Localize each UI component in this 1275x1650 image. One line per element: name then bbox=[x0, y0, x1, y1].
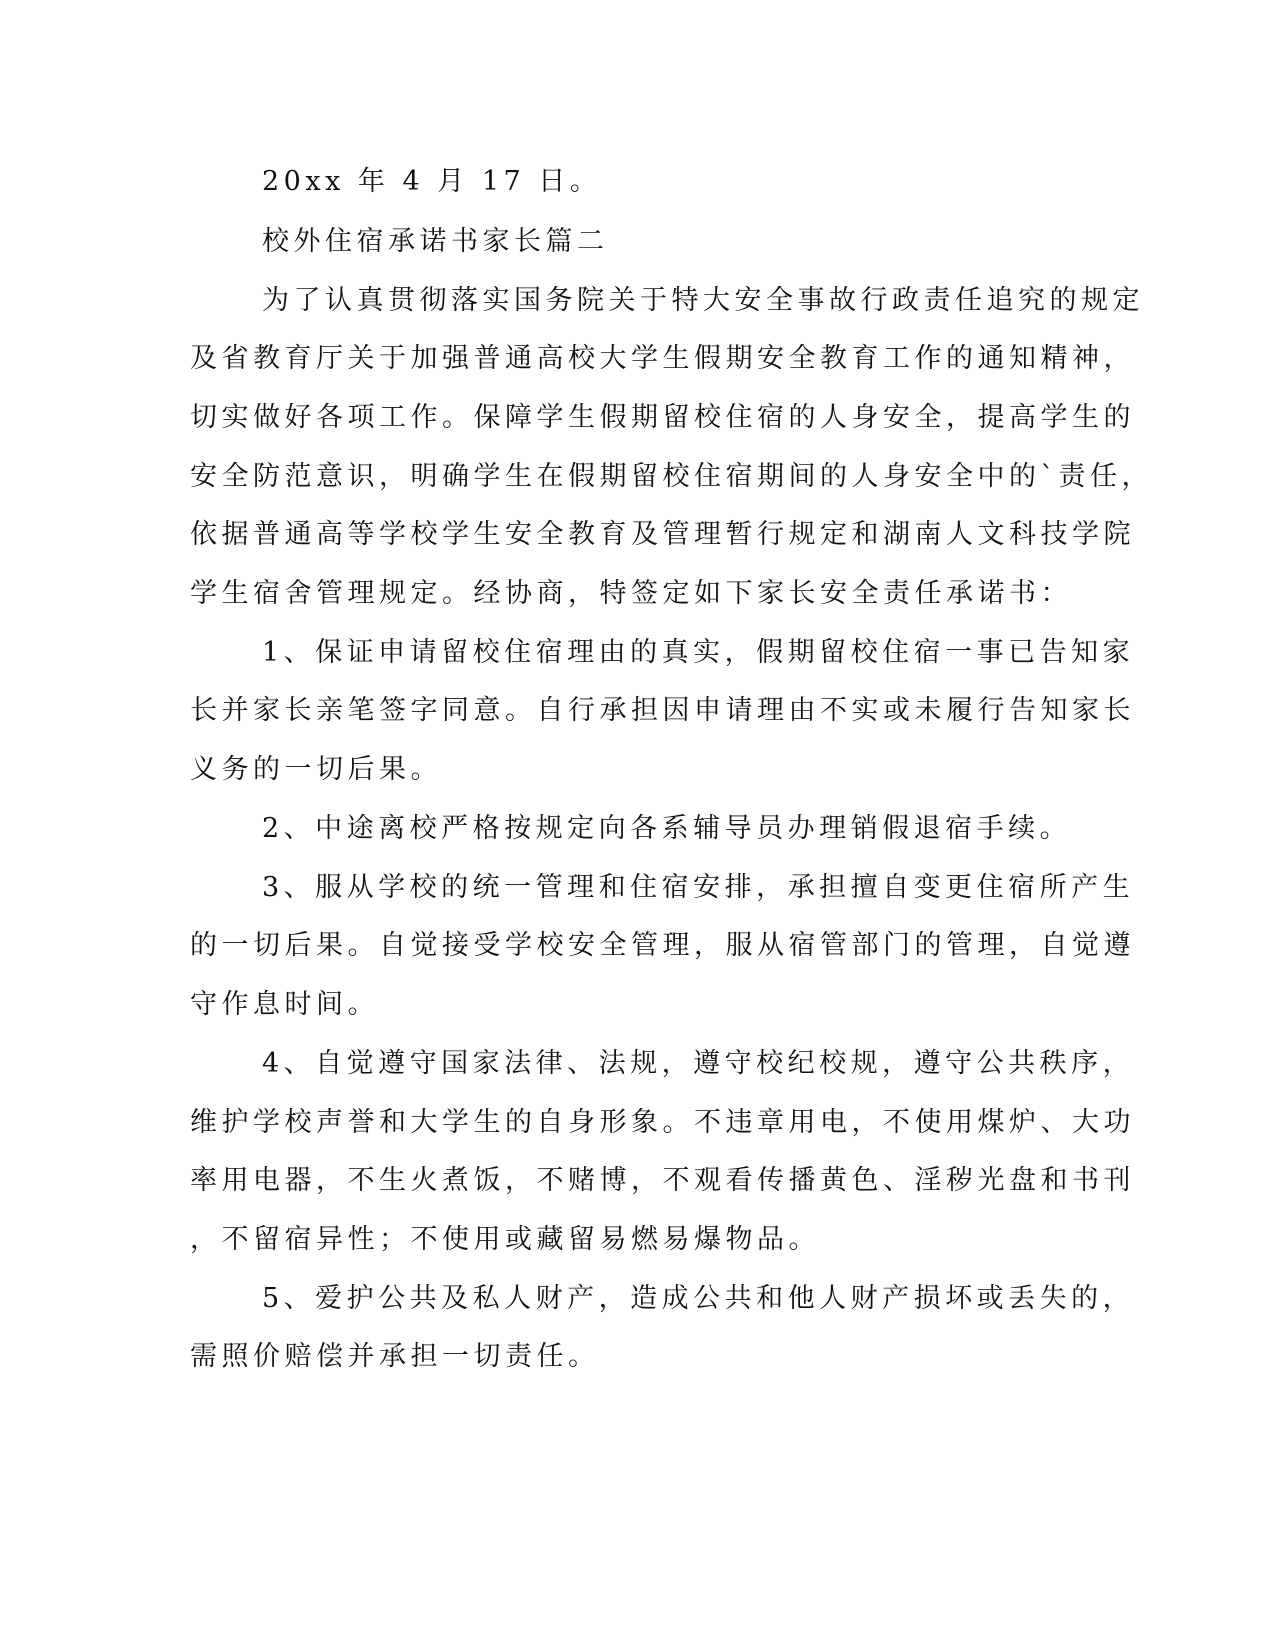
item-4-line: 4、自觉遵守国家法律、法规，遵守校纪校规，遵守公共秩序， bbox=[262, 1048, 1135, 1079]
intro-line: 为了认真贯彻落实国务院关于特大安全事故行政责任追究的规定 bbox=[262, 285, 1144, 316]
item-5-line: 5、爱护公共及私人财产，造成公共和他人财产损坏或丢失的， bbox=[262, 1283, 1135, 1314]
intro-line: 及省教育厅关于加强普通高校大学生假期安全教育工作的通知精神， bbox=[190, 343, 1135, 374]
item-3-line: 守作息时间。 bbox=[190, 989, 379, 1020]
section-heading: 校外住宿承诺书家长篇二 bbox=[262, 226, 609, 257]
item-3-line: 的一切后果。自觉接受学校安全管理，服从宿管部门的管理，自觉遵 bbox=[190, 930, 1135, 961]
item-4-line: 率用电器，不生火煮饭，不赌博，不观看传播黄色、淫秽光盘和书刊 bbox=[190, 1165, 1135, 1196]
item-1-line: 1、保证申请留校住宿理由的真实，假期留校住宿一事已告知家 bbox=[262, 637, 1135, 668]
item-1-line: 义务的一切后果。 bbox=[190, 754, 442, 785]
item-4-line: 维护学校声誉和大学生的自身形象。不违章用电，不使用煤炉、大功 bbox=[190, 1107, 1135, 1138]
intro-line: 安全防范意识，明确学生在假期留校住宿期间的人身安全中的`责任， bbox=[190, 461, 1153, 492]
item-3-line: 3、服从学校的统一管理和住宿安排，承担擅自变更住宿所产生 bbox=[262, 872, 1135, 903]
item-4-line: ，不留宿异性；不使用或藏留易燃易爆物品。 bbox=[190, 1224, 820, 1255]
intro-line: 切实做好各项工作。保障学生假期留校住宿的人身安全，提高学生的 bbox=[190, 402, 1135, 433]
intro-line: 学生宿舍管理规定。经协商，特签定如下家长安全责任承诺书： bbox=[190, 578, 1072, 609]
date-line: 20xx 年 4 月 17 日。 bbox=[262, 166, 602, 197]
item-2-line: 2、中途离校严格按规定向各系辅导员办理销假退宿手续。 bbox=[262, 813, 1072, 844]
intro-line: 依据普通高等学校学生安全教育及管理暂行规定和湖南人文科技学院 bbox=[190, 519, 1135, 550]
item-1-line: 长并家长亲笔签字同意。自行承担因申请理由不实或未履行告知家长 bbox=[190, 695, 1135, 726]
item-5-line: 需照价赔偿并承担一切责任。 bbox=[190, 1341, 600, 1372]
